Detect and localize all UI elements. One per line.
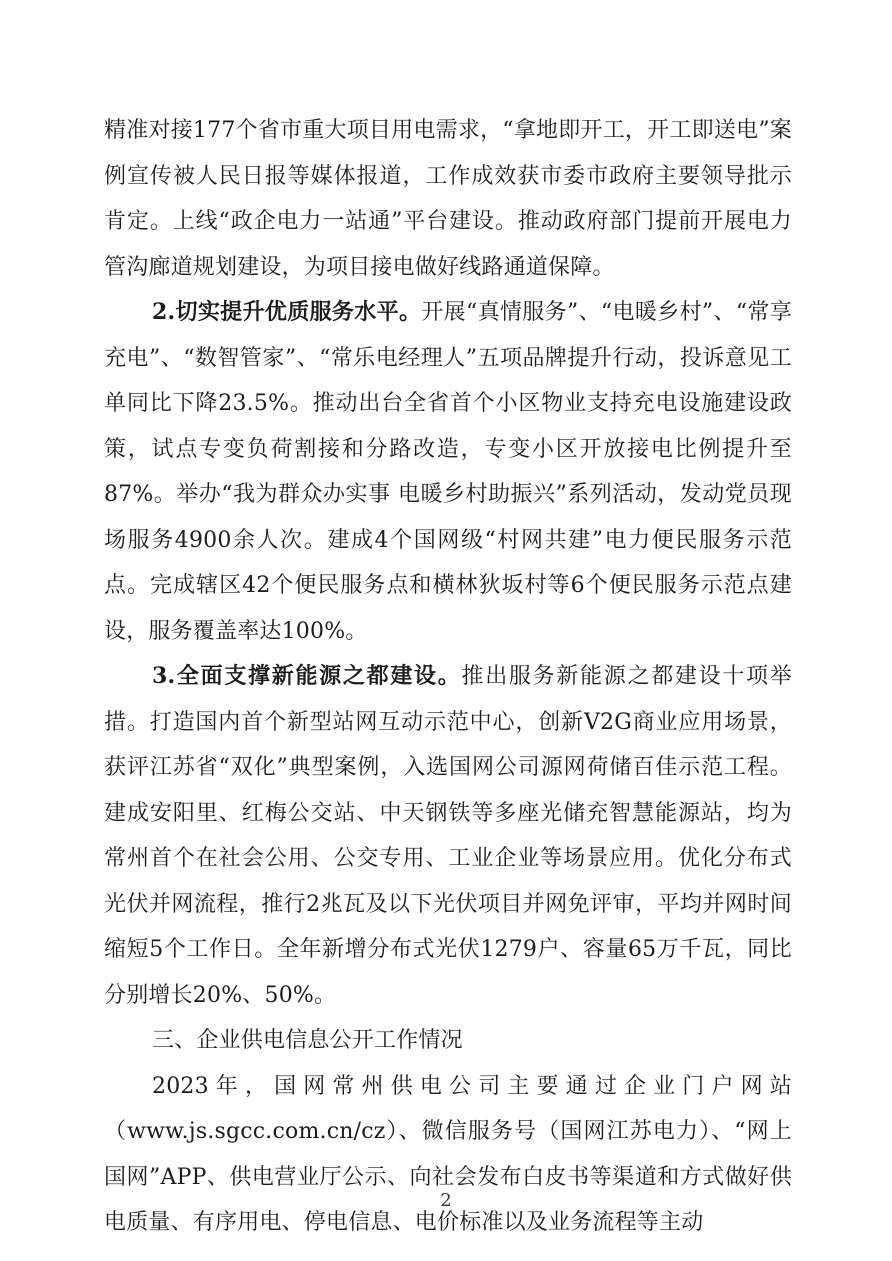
paragraph-continuation: 精准对接177个省市重大项目用电需求，“拿地即开工，开工即送电”案例宣传被人民日报等媒体报道，工作成效获市委市政府主要领导批示肯定。上线“政企电力一站通”平台建设。推动政府部门提前开展电力管沟廊道规划建设，为项目接电做好线路通道保障。 [104, 118, 792, 280]
body-text [104, 108, 792, 1246]
paragraph-new-energy [104, 654, 792, 1018]
paragraph-heading: 3.全面支撑新能源之都建设。 [152, 663, 462, 689]
page-number: 2 [440, 1190, 452, 1211]
paragraph-info-disclosure: 2023年，国网常州供电公司主要通过企业门户网站（www.js.sgcc.com.cn/cz）、微信服务号（国网江苏电力）、“网上国网”APP、供电营业厅公示、向社会发布白皮书等渠道和方式做好供电质量、有序用电、停电信息、电价标准以及业务流程等主动 [104, 1073, 792, 1235]
paragraph-heading: 2.切实提升优质服务水平。 [152, 299, 422, 325]
paragraph-body: 开展“真情服务”、“电暖乡村”、“常享充电”、“数智管家”、“常乐电经理人”五项品牌提升行动，投诉意见工单同比下降23.5%。推动出台全省首个小区物业支持充电设施建设政策，试点专变负荷割接和分路改造，专变小区开放接电比例提升至87%。举办“我为群众办实事 电暖乡村助振兴”系列活动，发动党员现场服务4900余人次。建成4个国网级“村网共建”电力便民服务示范点。完成辖区42个便民服务点和横林狄坂村等6个便民服务示范点建设，服务覆盖率达100%。 [104, 300, 792, 644]
paragraph-body: 推出服务新能源之都建设十项举措。打造国内首个新型站网互动示范中心，创新V2G商业应用场景，获评江苏省“双化”典型案例，入选国网公司源网荷储百佳示范工程。建成安阳里、红梅公交站、中天钢铁等多座光储充智慧能源站，均为常州首个在社会公用、公交专用、工业企业等场景应用。优化分布式光伏并网流程，推行2兆瓦及以下光伏项目并网免评审，平均并网时间缩短5个工作日。全年新增分布式光伏1279户、容量65万千瓦，同比分别增长20%、50%。 [104, 664, 792, 1008]
paragraph-service-quality [104, 290, 792, 654]
section-title: 三、企业供电信息公开工作情况 [152, 1028, 463, 1053]
